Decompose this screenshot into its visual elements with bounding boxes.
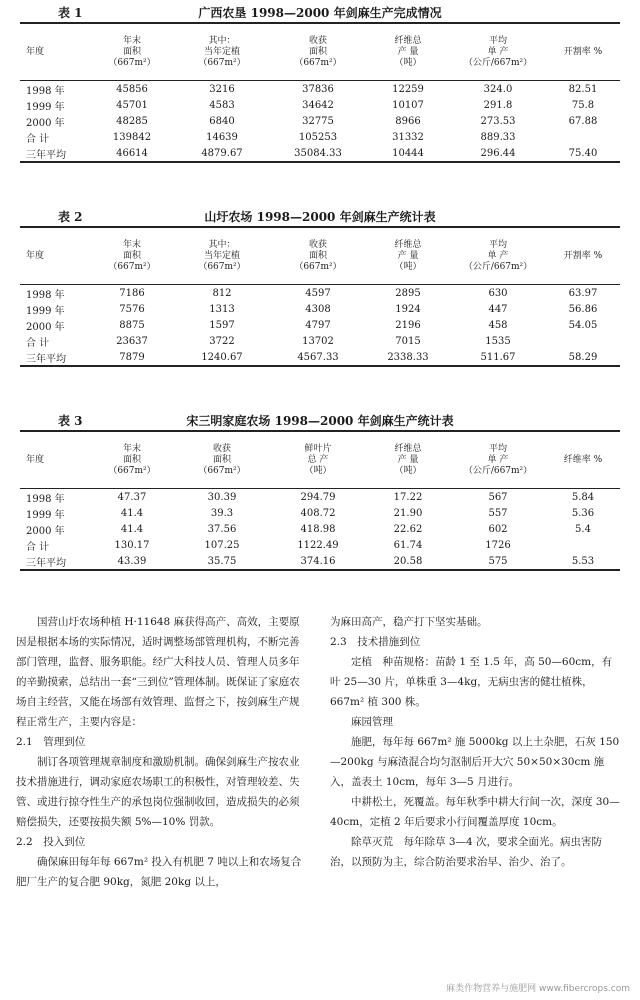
- table-cell: 39.3: [210, 507, 234, 519]
- table-cell: 1924: [395, 303, 421, 315]
- table-cell: 458: [488, 319, 508, 331]
- table-cell: 575: [488, 555, 508, 567]
- table-cell: 34642: [302, 99, 334, 111]
- table-cell: 47.37: [117, 491, 147, 503]
- table-cell: 2000 年: [26, 525, 65, 537]
- header-cell: 收获 面积 （667m²）: [198, 443, 246, 476]
- table-cell: 296.44: [480, 147, 516, 159]
- table-cell: 1998 年: [26, 85, 65, 97]
- table-cell: 5.53: [571, 555, 595, 567]
- table-cell: 374.16: [300, 555, 336, 567]
- table-cell: 557: [488, 507, 508, 519]
- table-row: [20, 285, 620, 301]
- table-cell: 1535: [485, 335, 511, 347]
- table-cell: 41.4: [120, 523, 144, 535]
- table-cell: 8875: [119, 319, 145, 331]
- table-3-title: 宋三明家庭农场 1998—2000 年剑麻生产统计表: [186, 414, 454, 428]
- watermark: 麻类作物营养与施肥网 www.fibercrops.com: [446, 984, 630, 994]
- table-row: [20, 489, 620, 505]
- table-cell: 2000 年: [26, 117, 65, 129]
- table-row: [20, 553, 620, 569]
- table-cell: 22.62: [393, 523, 423, 535]
- table-row: [20, 301, 620, 317]
- header-cell: 纤维率 %: [563, 454, 603, 465]
- table-cell: 5.84: [571, 491, 595, 503]
- paragraph: 中耕松土，死覆盖。每年秋季中耕大行间一次，深度 30—40cm，定植 2 年后要求小行间覆盖厚度 10cm。: [330, 796, 620, 828]
- table-cell: 12259: [392, 83, 424, 95]
- table-cell: 合 计: [26, 133, 50, 145]
- table-cell: 10107: [392, 99, 424, 111]
- table-cell: 32775: [302, 115, 334, 127]
- table-cell: 37836: [302, 83, 334, 95]
- table-cell: 37.56: [207, 523, 237, 535]
- table-row: [20, 97, 620, 113]
- header-cell: 开割率 %: [563, 46, 603, 57]
- table-cell: 13702: [302, 335, 334, 347]
- section-heading: 2.2 投入到位: [16, 836, 86, 848]
- table-cell: 4797: [305, 319, 331, 331]
- table-cell: 602: [488, 523, 508, 535]
- table-cell: 130.17: [114, 539, 150, 551]
- table-cell: 273.53: [480, 115, 516, 127]
- table-cell: 291.8: [483, 99, 513, 111]
- table-3: [20, 410, 620, 571]
- table-cell: 7186: [119, 287, 145, 299]
- table-cell: 7015: [395, 335, 421, 347]
- table-cell: 46614: [116, 147, 148, 159]
- table-cell: 7576: [119, 303, 145, 315]
- header-cell: 其中： 当年定植 （667m²）: [198, 239, 246, 272]
- table-cell: 1240.67: [201, 351, 243, 363]
- table-cell: 67.88: [568, 115, 598, 127]
- table-row: [20, 113, 620, 129]
- table-cell: 14639: [206, 131, 238, 143]
- table-cell: 48285: [116, 115, 148, 127]
- table-1-header: [20, 24, 620, 80]
- table-row: [20, 505, 620, 521]
- table-cell: 1999 年: [26, 509, 65, 521]
- table-cell: 75.8: [571, 99, 595, 111]
- table-cell: 54.05: [568, 319, 598, 331]
- table-2: [20, 206, 620, 367]
- table-3-label: 表 3: [58, 414, 83, 428]
- header-cell: 平均 单 产 （公斤/667m²）: [463, 239, 533, 272]
- table-cell: 63.97: [568, 287, 598, 299]
- table-cell: 20.58: [393, 555, 423, 567]
- table-cell: 5.4: [575, 523, 591, 535]
- table-cell: 2338.33: [387, 351, 429, 363]
- header-cell: 年度: [26, 46, 45, 57]
- table-cell: 1998 年: [26, 289, 65, 301]
- table-cell: 41.4: [120, 507, 144, 519]
- table-2-header: [20, 228, 620, 284]
- table-row: [20, 81, 620, 97]
- table-cell: 2000 年: [26, 321, 65, 333]
- header-cell: 年末 面积 （667m²）: [108, 443, 156, 476]
- table-cell: 61.74: [393, 539, 423, 551]
- header-cell: 年末 面积 （667m²）: [108, 239, 156, 272]
- table-cell: 4567.33: [297, 351, 339, 363]
- table-cell: 324.0: [483, 83, 513, 95]
- header-cell: 平均 单 产 （公斤/667m²）: [463, 443, 533, 476]
- table-cell: 31332: [392, 131, 424, 143]
- table-cell: 2196: [395, 319, 421, 331]
- table-cell: 75.40: [568, 147, 598, 159]
- header-cell: 开割率 %: [563, 250, 603, 261]
- table-cell: 3722: [209, 335, 235, 347]
- paragraph: 施肥，每年每 667m² 施 5000kg 以上土杂肥，石灰 150—200kg 与麻渣混合均匀沤制后开大穴 50×50×30cm 施入，盖表土 10cm，每年 3—5 月进行。: [330, 736, 620, 788]
- table-cell: 105253: [298, 131, 338, 143]
- header-cell: 年度: [26, 454, 45, 465]
- header-cell: 年度: [26, 250, 45, 261]
- table-cell: 1998 年: [26, 493, 65, 505]
- paragraph: 制订各项管理规章制度和激励机制。确保剑麻生产按农业技术措施进行，调动家庭农场职工的积极性，对管理较差、失管、或进行掠夺性生产的承包岗位强制收回，造成损失的必须赔偿损失，还要按损失额 5%—10% 罚款。: [16, 756, 300, 828]
- table-row: [20, 333, 620, 349]
- table-cell: 812: [212, 287, 232, 299]
- header-cell: 平均 单 产 （公斤/667m²）: [463, 35, 533, 68]
- table-cell: 1597: [209, 319, 235, 331]
- table-cell: 5.36: [571, 507, 595, 519]
- table-cell: 82.51: [568, 83, 598, 95]
- header-cell: 纤维总 产 量 （吨）: [394, 239, 422, 272]
- header-cell: 年末 面积 （667m²）: [108, 35, 156, 68]
- table-cell: 3216: [209, 83, 235, 95]
- table-cell: 294.79: [300, 491, 336, 503]
- table-1: [20, 2, 620, 163]
- table-cell: 6840: [209, 115, 235, 127]
- table-cell: 889.33: [480, 131, 516, 143]
- table-cell: 107.25: [204, 539, 240, 551]
- header-cell: 收获 面积 （667m²）: [294, 35, 342, 68]
- table-cell: 23637: [116, 335, 148, 347]
- table-2-label: 表 2: [58, 210, 83, 224]
- table-1-title: 广西农垦 1998—2000 年剑麻生产完成情况: [198, 6, 442, 20]
- table-cell: 三年平均: [26, 149, 66, 161]
- table-cell: 2895: [395, 287, 421, 299]
- table-row: [20, 317, 620, 333]
- table-cell: 58.29: [568, 351, 598, 363]
- table-cell: 567: [488, 491, 508, 503]
- table-cell: 8966: [395, 115, 421, 127]
- table-cell: 1122.49: [297, 539, 339, 551]
- table-1-label: 表 1: [58, 6, 83, 20]
- table-cell: 418.98: [300, 523, 336, 535]
- table-cell: 10444: [392, 147, 424, 159]
- paragraph: 除草灭荒 每年除草 3—4 次，要求全面光。病虫害防治，以预防为主，综合防治要求治早、治少、治了。: [330, 836, 603, 868]
- table-row: [20, 129, 620, 145]
- table-cell: 447: [488, 303, 508, 315]
- header-cell: 其中： 当年定植 （667m²）: [198, 35, 246, 68]
- paragraph: 确保麻田每年每 667m² 投入有机肥 7 吨以上和农场复合肥厂生产的复合肥 90kg，氮肥 20kg 以上，: [16, 856, 302, 888]
- table-cell: 45701: [116, 99, 148, 111]
- table-cell: 合 计: [26, 337, 50, 349]
- subheading: 麻园管理: [351, 716, 393, 728]
- section-heading: 2.3 技术措施到位: [330, 636, 421, 648]
- table-cell: 1999 年: [26, 305, 65, 317]
- table-cell: 139842: [112, 131, 152, 143]
- table-cell: 三年平均: [26, 353, 66, 365]
- table-row: [20, 521, 620, 537]
- header-cell: 鲜叶片 总 产 （吨）: [304, 443, 332, 476]
- table-cell: 45856: [116, 83, 148, 95]
- table-cell: 35.75: [207, 555, 237, 567]
- table-row: [20, 349, 620, 365]
- table-cell: 408.72: [300, 507, 336, 519]
- table-3-header: [20, 432, 620, 488]
- table-cell: 7879: [119, 351, 145, 363]
- table-cell: 43.39: [117, 555, 147, 567]
- table-cell: 4879.67: [201, 147, 243, 159]
- header-cell: 纤维总 产 量 （吨）: [394, 443, 422, 476]
- table-cell: 35084.33: [294, 147, 342, 159]
- table-cell: 三年平均: [26, 557, 66, 569]
- table-cell: 4583: [209, 99, 235, 111]
- table-cell: 511.67: [480, 351, 516, 363]
- table-cell: 1999 年: [26, 101, 65, 113]
- table-cell: 4597: [305, 287, 331, 299]
- table-2-title: 山圩农场 1998—2000 年剑麻生产统计表: [204, 210, 436, 224]
- table-cell: 21.90: [393, 507, 423, 519]
- table-cell: 合 计: [26, 541, 50, 553]
- body-text-right-column: [330, 612, 620, 872]
- table-cell: 4308: [305, 303, 331, 315]
- paragraph: 为麻田高产，稳产打下坚实基础。: [330, 616, 488, 628]
- table-row: [20, 537, 620, 553]
- paragraph: 国营山圩农场种植 H·11648 麻获得高产、高效，主要原因是根据本场的实际情况，适时调整场部管理机构，不断完善部门管理，监督、服务职能。经广大科技人员、管理人员多年的辛勤摸索，总结出一套“三到位”管理体制。既保证了家庭农场自主经营，又能在场部有效管理、监督之下，按剑麻生产规程正常生产，主要内容是：: [16, 616, 300, 728]
- header-cell: 收获 面积 （667m²）: [294, 239, 342, 272]
- table-row: [20, 145, 620, 161]
- header-cell: 纤维总 产 量 （吨）: [394, 35, 422, 68]
- table-cell: 30.39: [207, 491, 237, 503]
- table-cell: 630: [488, 287, 508, 299]
- table-cell: 1313: [209, 303, 235, 315]
- table-cell: 17.22: [393, 491, 423, 503]
- section-heading: 2.1 管理到位: [16, 736, 86, 748]
- body-text-left-column: [16, 612, 306, 892]
- table-cell: 1726: [485, 539, 511, 551]
- table-cell: 56.86: [568, 303, 598, 315]
- paragraph: 定植 种苗规格：苗龄 1 至 1.5 年，高 50—60cm，有叶 25—30 片，单株重 3—4kg，无病虫害的健壮植株，667m² 植 300 株。: [330, 656, 613, 708]
